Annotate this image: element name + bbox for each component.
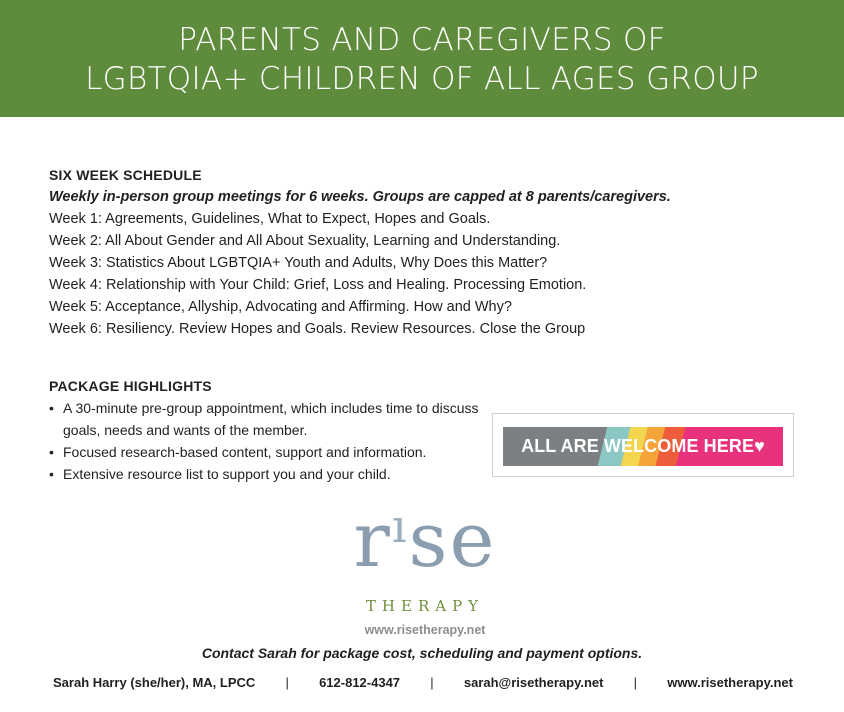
- header-title-line-1: PARENTS AND CAREGIVERS OF: [178, 22, 666, 58]
- highlight-item: [49, 441, 489, 463]
- highlight-text: Extensive resource list to support you and your child.: [63, 466, 391, 482]
- highlights-section: [49, 375, 489, 485]
- schedule-subtitle: Weekly in-person group meetings for 6 weeks. Groups are capped at 8 parents/caregivers.: [49, 189, 671, 205]
- heart-icon: ♥: [754, 436, 765, 456]
- footer-separator: |: [285, 675, 289, 690]
- welcome-text: ALL ARE WELCOME HERE: [521, 436, 755, 456]
- logo-subtitle: THERAPY: [365, 597, 485, 615]
- schedule-week-3: Week 3: Statistics About LGBTQIA+ Youth and Adults, Why Does this Matter?: [49, 255, 548, 271]
- logo-letter-i: ı: [391, 499, 409, 553]
- schedule-week-2: Week 2: All About Gender and All About Sexuality, Learning and Understanding.: [49, 233, 561, 249]
- highlight-text: Focused research-based content, support and information.: [63, 444, 427, 460]
- highlight-item: [49, 463, 489, 485]
- bullet-icon: •: [49, 466, 54, 482]
- contact-line: Contact Sarah for package cost, scheduling and payment options.: [201, 645, 643, 661]
- highlights-title: PACKAGE HIGHLIGHTS: [49, 378, 212, 394]
- footer-separator: |: [633, 675, 638, 690]
- logo-url: www.risetherapy.net: [364, 623, 486, 637]
- footer-separator: |: [430, 675, 434, 690]
- footer-phone[interactable]: 612-812-4347: [319, 675, 401, 690]
- schedule-week-1: Week 1: Agreements, Guidelines, What to Expect, Hopes and Goals.: [49, 211, 491, 227]
- schedule-week-4: Week 4: Relationship with Your Child: Grief, Loss and Healing. Processing Emotion.: [49, 277, 587, 293]
- footer-website[interactable]: www.risetherapy.net: [667, 675, 793, 690]
- bullet-icon: •: [49, 444, 54, 460]
- header-title-line-2: LGBTQIA+ CHILDREN OF ALL AGES GROUP: [85, 61, 759, 97]
- schedule-title: SIX WEEK SCHEDULE: [49, 167, 202, 183]
- footer-name: Sarah Harry (she/her), MA, LPCC: [53, 675, 256, 690]
- schedule-week-6: Week 6: Resiliency. Review Hopes and Goals. Review Resources. Close the Group: [49, 321, 586, 337]
- logo-letter-r: r: [353, 495, 392, 584]
- schedule-section: [49, 164, 809, 340]
- bullet-icon: •: [49, 400, 54, 416]
- footer-contact-bar: [53, 672, 793, 694]
- footer-email[interactable]: sarah@risetherapy.net: [463, 675, 604, 690]
- schedule-week-5: Week 5: Acceptance, Allyship, Advocating and Affirming. How and Why?: [49, 299, 512, 315]
- highlight-text: A 30-minute pre-group appointment, which includes time to discuss goals, needs and wants of the member.: [63, 400, 479, 438]
- header-banner: [0, 0, 844, 117]
- highlight-item: [49, 397, 489, 441]
- rise-therapy-logo: [340, 495, 510, 637]
- logo-wordmark: [340, 495, 510, 590]
- welcome-banner: [503, 427, 783, 466]
- welcome-sign: [492, 413, 794, 477]
- logo-letters-se: se: [408, 495, 497, 584]
- highlights-list: [49, 397, 489, 485]
